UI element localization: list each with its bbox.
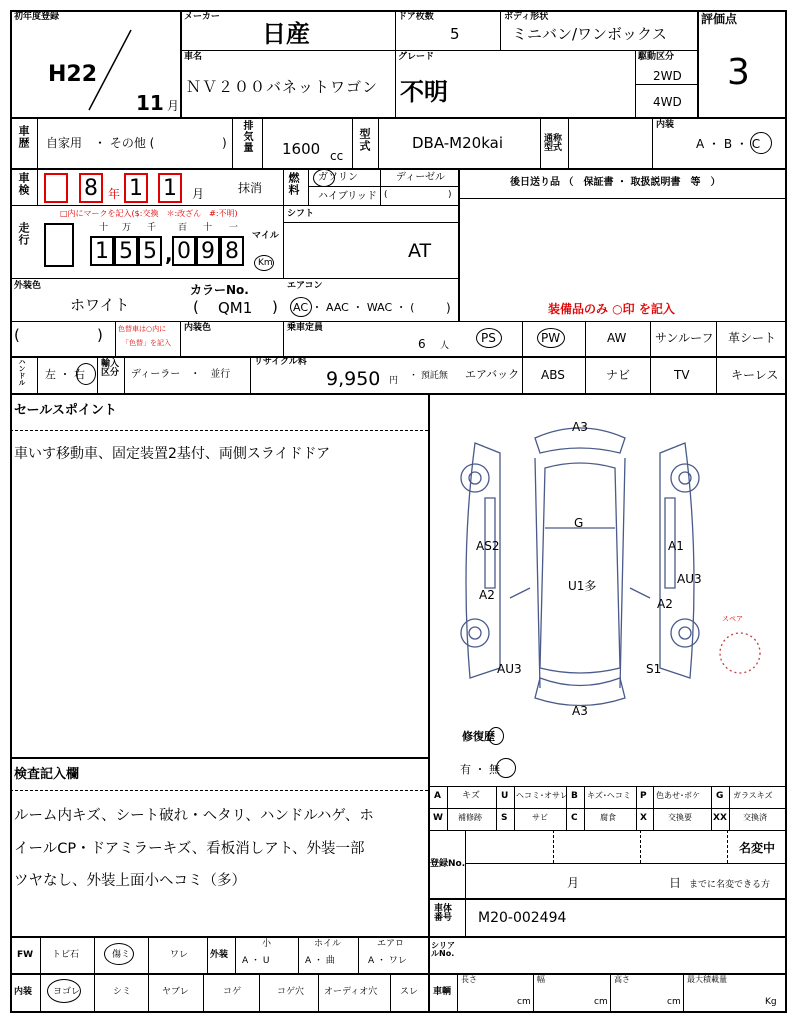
sales-text: 車いす移動車、固定装置2基付、両側スライドドア xyxy=(14,446,331,462)
equip-leather: 革シート xyxy=(728,331,777,345)
fw-item-1: トビ石 xyxy=(52,950,80,960)
fw-item-2: 傷ミ xyxy=(112,950,131,960)
height-unit: cm xyxy=(667,997,681,1007)
shift-value: AT xyxy=(408,240,432,262)
int-item-1-circle xyxy=(47,979,81,1003)
legend-2-code-2: S xyxy=(501,813,508,823)
inspection-notes-line-3: ツヤなし、外装上面小ヘコミ（多） xyxy=(14,873,246,889)
wheel-value: A ・ 曲 xyxy=(305,956,335,966)
color-no-value: QM1 xyxy=(218,299,253,317)
mark-right-au3: AU3 xyxy=(677,572,702,586)
mark-right-a2: A2 xyxy=(657,597,673,611)
car-name-label: 車名 xyxy=(184,52,203,62)
height-label: 高さ xyxy=(614,975,630,984)
registration-day: 日 xyxy=(669,876,682,890)
score-label: 評価点 xyxy=(701,12,738,26)
maker-value: 日産 xyxy=(262,20,310,48)
int-label: 内装 xyxy=(14,987,33,997)
registration-deadline: までに名変できる方 xyxy=(689,880,771,890)
registration-month: 月 xyxy=(567,876,580,890)
capacity-unit: 人 xyxy=(440,341,450,351)
inspection-notes-line-1: ルーム内キズ、シート破れ・ヘタリ、ハンドルハゲ、ホ xyxy=(14,808,374,824)
mark-rear-a3: A3 xyxy=(572,704,588,718)
handle-value: 左 ・ 右 xyxy=(45,368,85,381)
equip-tv: TV xyxy=(674,368,690,382)
mileage-digit-6: 8 xyxy=(220,236,244,266)
inspection-month-digit-1: 1 xyxy=(124,173,148,203)
equip-pw: PW xyxy=(541,331,561,345)
mileage-marker-box xyxy=(44,223,74,267)
color-no-close: ) xyxy=(272,298,278,316)
aero-value: A ・ ワレ xyxy=(368,956,407,966)
fuel-diesel: ディーゼル xyxy=(396,172,445,183)
shift-label: シフト xyxy=(287,209,315,219)
mileage-digit-1: 1 xyxy=(90,236,114,266)
grade-value: 不明 xyxy=(400,78,448,106)
handle-label: ハンドル xyxy=(18,358,26,386)
vehicle-damage-diagram xyxy=(440,398,780,718)
interior-grades: A ・ B ・ C xyxy=(696,137,761,151)
fw-item-2-circle xyxy=(104,943,134,965)
era-year: H22 xyxy=(48,62,98,87)
equip-sunroof: サンルーフ xyxy=(655,331,714,345)
inspection-label: 車検 xyxy=(17,172,30,196)
equip-abs: ABS xyxy=(541,368,565,382)
mileage-digit-3: 5 xyxy=(138,236,162,266)
legend-1-code-5: G xyxy=(716,791,724,801)
width-label: 幅 xyxy=(537,975,545,984)
repair-label-circle xyxy=(488,727,504,745)
mileage-label: 走行 xyxy=(17,222,30,246)
mark-front-a3: A3 xyxy=(572,420,588,434)
legend-2-code-1: W xyxy=(433,813,443,823)
documents-label: 後日送り品 （ 保証書 ・ 取扱説明書 等 ） xyxy=(510,177,721,188)
handle-right-circle xyxy=(76,363,96,385)
first-reg-label: 初年度登録 xyxy=(14,12,60,22)
legend-2-code-5: XX xyxy=(713,813,727,823)
vin-label: 車体番号 xyxy=(434,904,453,923)
equipment-title: 装備品のみ ○印 を記入 xyxy=(548,302,675,316)
fuel-other-close: ) xyxy=(448,190,452,200)
legend-2-desc-4: 交換要 xyxy=(668,813,692,822)
displacement-label: 排気量 xyxy=(241,120,252,153)
inspection-year-unit: 年 xyxy=(108,187,121,201)
displacement-value: 1600 xyxy=(282,140,321,158)
legend-2-code-4: X xyxy=(640,813,647,823)
ext-color-value: ホワイト xyxy=(70,296,130,314)
color-no-label: カラーNo. xyxy=(190,283,249,297)
common-model-label: 通称型式 xyxy=(544,134,563,153)
repair-none-circle xyxy=(496,758,516,778)
score-value: 3 xyxy=(727,52,750,93)
int-item-5: コゲ穴 xyxy=(277,987,305,997)
color-change-note-1: 色替車は○内に xyxy=(118,325,167,333)
mark-right-a1: A1 xyxy=(668,539,684,553)
int-color-label: 内装色 xyxy=(184,323,212,333)
mileage-km: Km xyxy=(258,258,273,268)
body-shape-label: ボディ形状 xyxy=(504,12,549,22)
legend-1-code-4: P xyxy=(640,791,647,801)
legend-2-code-3: C xyxy=(571,813,578,823)
legend-1-code-3: B xyxy=(571,791,578,801)
int-item-7: スレ xyxy=(400,987,419,997)
inspection-year-digit: 8 xyxy=(79,173,103,203)
legend-1-code-2: U xyxy=(501,791,509,801)
load-label: 最大積載量 xyxy=(687,975,727,984)
mileage-mile: マイル xyxy=(252,231,279,241)
int-item-4: コゲ xyxy=(223,987,242,997)
inspection-month-digit-2: 1 xyxy=(158,173,182,203)
color-change-note-2: 「色替」を記入 xyxy=(122,339,171,347)
import-value: ディーラー ・ 並行 xyxy=(131,369,231,380)
inspection-month-unit: 月 xyxy=(192,187,205,201)
color-change-open: ( xyxy=(14,326,20,344)
capacity-label: 乗車定員 xyxy=(287,323,324,333)
body-shape-value: ミニバン/ワンボックス xyxy=(512,25,667,43)
doors-value: 5 xyxy=(450,25,460,43)
legend-1-desc-1: キズ xyxy=(462,791,480,801)
interior-grade-circle xyxy=(750,132,772,154)
registration-name-change: 名変中 xyxy=(739,841,776,855)
reg-month: 11 xyxy=(136,91,164,115)
ext-label: 外装 xyxy=(210,950,229,960)
length-unit: cm xyxy=(517,997,531,1007)
mileage-unit-3: 千 xyxy=(147,223,157,233)
recycle-unit: 円 xyxy=(389,376,399,386)
equip-navi: ナビ xyxy=(606,368,631,382)
mark-center-u1: U1多 xyxy=(568,579,597,593)
recycle-label: リサイクル料 xyxy=(254,357,307,367)
mileage-unit-1: 十 xyxy=(99,223,109,233)
displacement-unit: cc xyxy=(330,149,344,163)
aircon-value: AC ・ AAC ・ WAC ・ ( xyxy=(293,301,415,314)
fuel-other-open: ( xyxy=(384,190,388,200)
color-no-open: ( xyxy=(193,298,199,316)
legend-2-desc-5: 交換済 xyxy=(743,813,767,822)
registration-label: 登録No. xyxy=(430,859,466,869)
serial-label: シリアルNo. xyxy=(431,941,455,958)
drive-label: 駆動区分 xyxy=(638,52,675,62)
equip-ps: PS xyxy=(481,331,496,345)
aircon-circle xyxy=(290,297,312,317)
mileage-separator: , xyxy=(165,242,173,266)
fuel-label: 燃料 xyxy=(287,172,300,196)
inspection-year-box-empty xyxy=(44,173,68,203)
fw-item-3: ワレ xyxy=(170,950,189,960)
mark-left-au3: AU3 xyxy=(497,662,522,676)
mileage-digit-2: 5 xyxy=(114,236,138,266)
mileage-unit-2: 万 xyxy=(122,223,132,233)
maker-label: メーカー xyxy=(184,12,220,22)
recycle-deposit: ・ 預託無 xyxy=(409,371,448,381)
drive-2wd: 2WD xyxy=(653,69,682,83)
dims-label: 車輌 xyxy=(433,987,452,997)
color-change-close: ) xyxy=(97,326,103,344)
mileage-unit-6: 一 xyxy=(229,223,239,233)
mark-left-a2: A2 xyxy=(479,588,495,602)
spare-label: スペア xyxy=(722,615,743,623)
int-item-3: ヤブレ xyxy=(162,987,189,997)
equip-ps-circle xyxy=(476,328,502,348)
history-close: ) xyxy=(222,136,227,150)
ext-color-label: 外装色 xyxy=(14,281,42,291)
legend-2-desc-3: 腐食 xyxy=(600,813,616,822)
slash-divider xyxy=(85,28,135,112)
mileage-digit-5: 9 xyxy=(196,236,220,266)
mileage-unit-5: 十 xyxy=(203,223,213,233)
equip-airbag: エアバック xyxy=(465,368,520,381)
inspection-notes-title: 検査記入欄 xyxy=(14,767,80,782)
mileage-digit-4: 0 xyxy=(172,236,196,266)
fw-label: FW xyxy=(17,950,34,960)
legend-1-desc-5: ガラスキズ xyxy=(733,791,773,800)
history-value: 自家用 ・ その他 ( xyxy=(46,136,155,150)
inspection-notes-line-2: イールCP・ドアミラーキズ、看板消しアト、外装一部 xyxy=(14,841,365,857)
model-label: 型式 xyxy=(358,128,371,152)
legend-1-desc-2: ヘコミ･オサレ xyxy=(516,791,568,800)
inspection-erased: 抹消 xyxy=(238,181,263,195)
import-label: 輸入区分 xyxy=(101,359,120,378)
legend-2-desc-1: 補修跡 xyxy=(458,813,482,822)
vin-value: M20-002494 xyxy=(478,910,567,926)
small-label: 小 xyxy=(262,939,272,949)
equip-pw-circle xyxy=(537,328,565,348)
car-name-value: ＮＶ２００バネットワゴン xyxy=(186,78,379,96)
legend-2-desc-2: サビ xyxy=(532,813,548,822)
recycle-value: 9,950 xyxy=(326,368,381,390)
small-value: A ・ U xyxy=(242,956,270,966)
mileage-unit-4: 百 xyxy=(178,223,188,233)
model-value: DBA-M20kai xyxy=(412,134,503,152)
history-label: 車歴 xyxy=(17,125,30,149)
fuel-gasoline: ガソリン xyxy=(318,172,358,183)
aero-label: エアロ xyxy=(377,939,405,949)
int-item-1: ヨゴレ xyxy=(53,987,81,997)
equip-aw: AW xyxy=(607,331,627,345)
int-item-2: シミ xyxy=(113,987,132,997)
aircon-close: ) xyxy=(446,301,451,315)
mark-roof-g: G xyxy=(574,516,584,530)
aircon-label: エアコン xyxy=(287,281,323,291)
fuel-gasoline-circle xyxy=(313,169,335,187)
equip-keyless: キーレス xyxy=(731,368,779,382)
grade-label: グレード xyxy=(398,52,435,62)
reg-month-unit: 月 xyxy=(167,99,180,113)
legend-1-desc-3: キズ･ヘコミ xyxy=(587,791,631,800)
int-item-6: オーディオ穴 xyxy=(324,987,378,997)
capacity-value: 6 xyxy=(418,337,426,351)
legend-1-code-1: A xyxy=(434,791,441,801)
mark-right-s1: S1 xyxy=(646,662,662,676)
length-label: 長さ xyxy=(461,975,477,984)
doors-label: ドア枚数 xyxy=(398,12,434,22)
mark-left-as2: AS2 xyxy=(476,539,500,553)
mileage-note: □内にマークを記入($:交換 ＊:改ざん #:不明) xyxy=(60,209,238,218)
load-unit: Kg xyxy=(765,997,777,1007)
repair-value: 有 ・ 無 xyxy=(460,763,500,776)
drive-4wd: 4WD xyxy=(653,95,682,109)
fuel-hybrid: ハイブリッド xyxy=(318,191,377,202)
sales-title: セールスポイント xyxy=(14,403,117,418)
legend-1-desc-4: 色あせ･ボケ xyxy=(656,791,700,800)
mileage-km-circle xyxy=(254,255,274,271)
interior-label: 内装 xyxy=(656,120,675,130)
repair-label: 修復歴 xyxy=(462,730,495,743)
wheel-label: ホイル xyxy=(314,939,342,949)
width-unit: cm xyxy=(594,997,608,1007)
